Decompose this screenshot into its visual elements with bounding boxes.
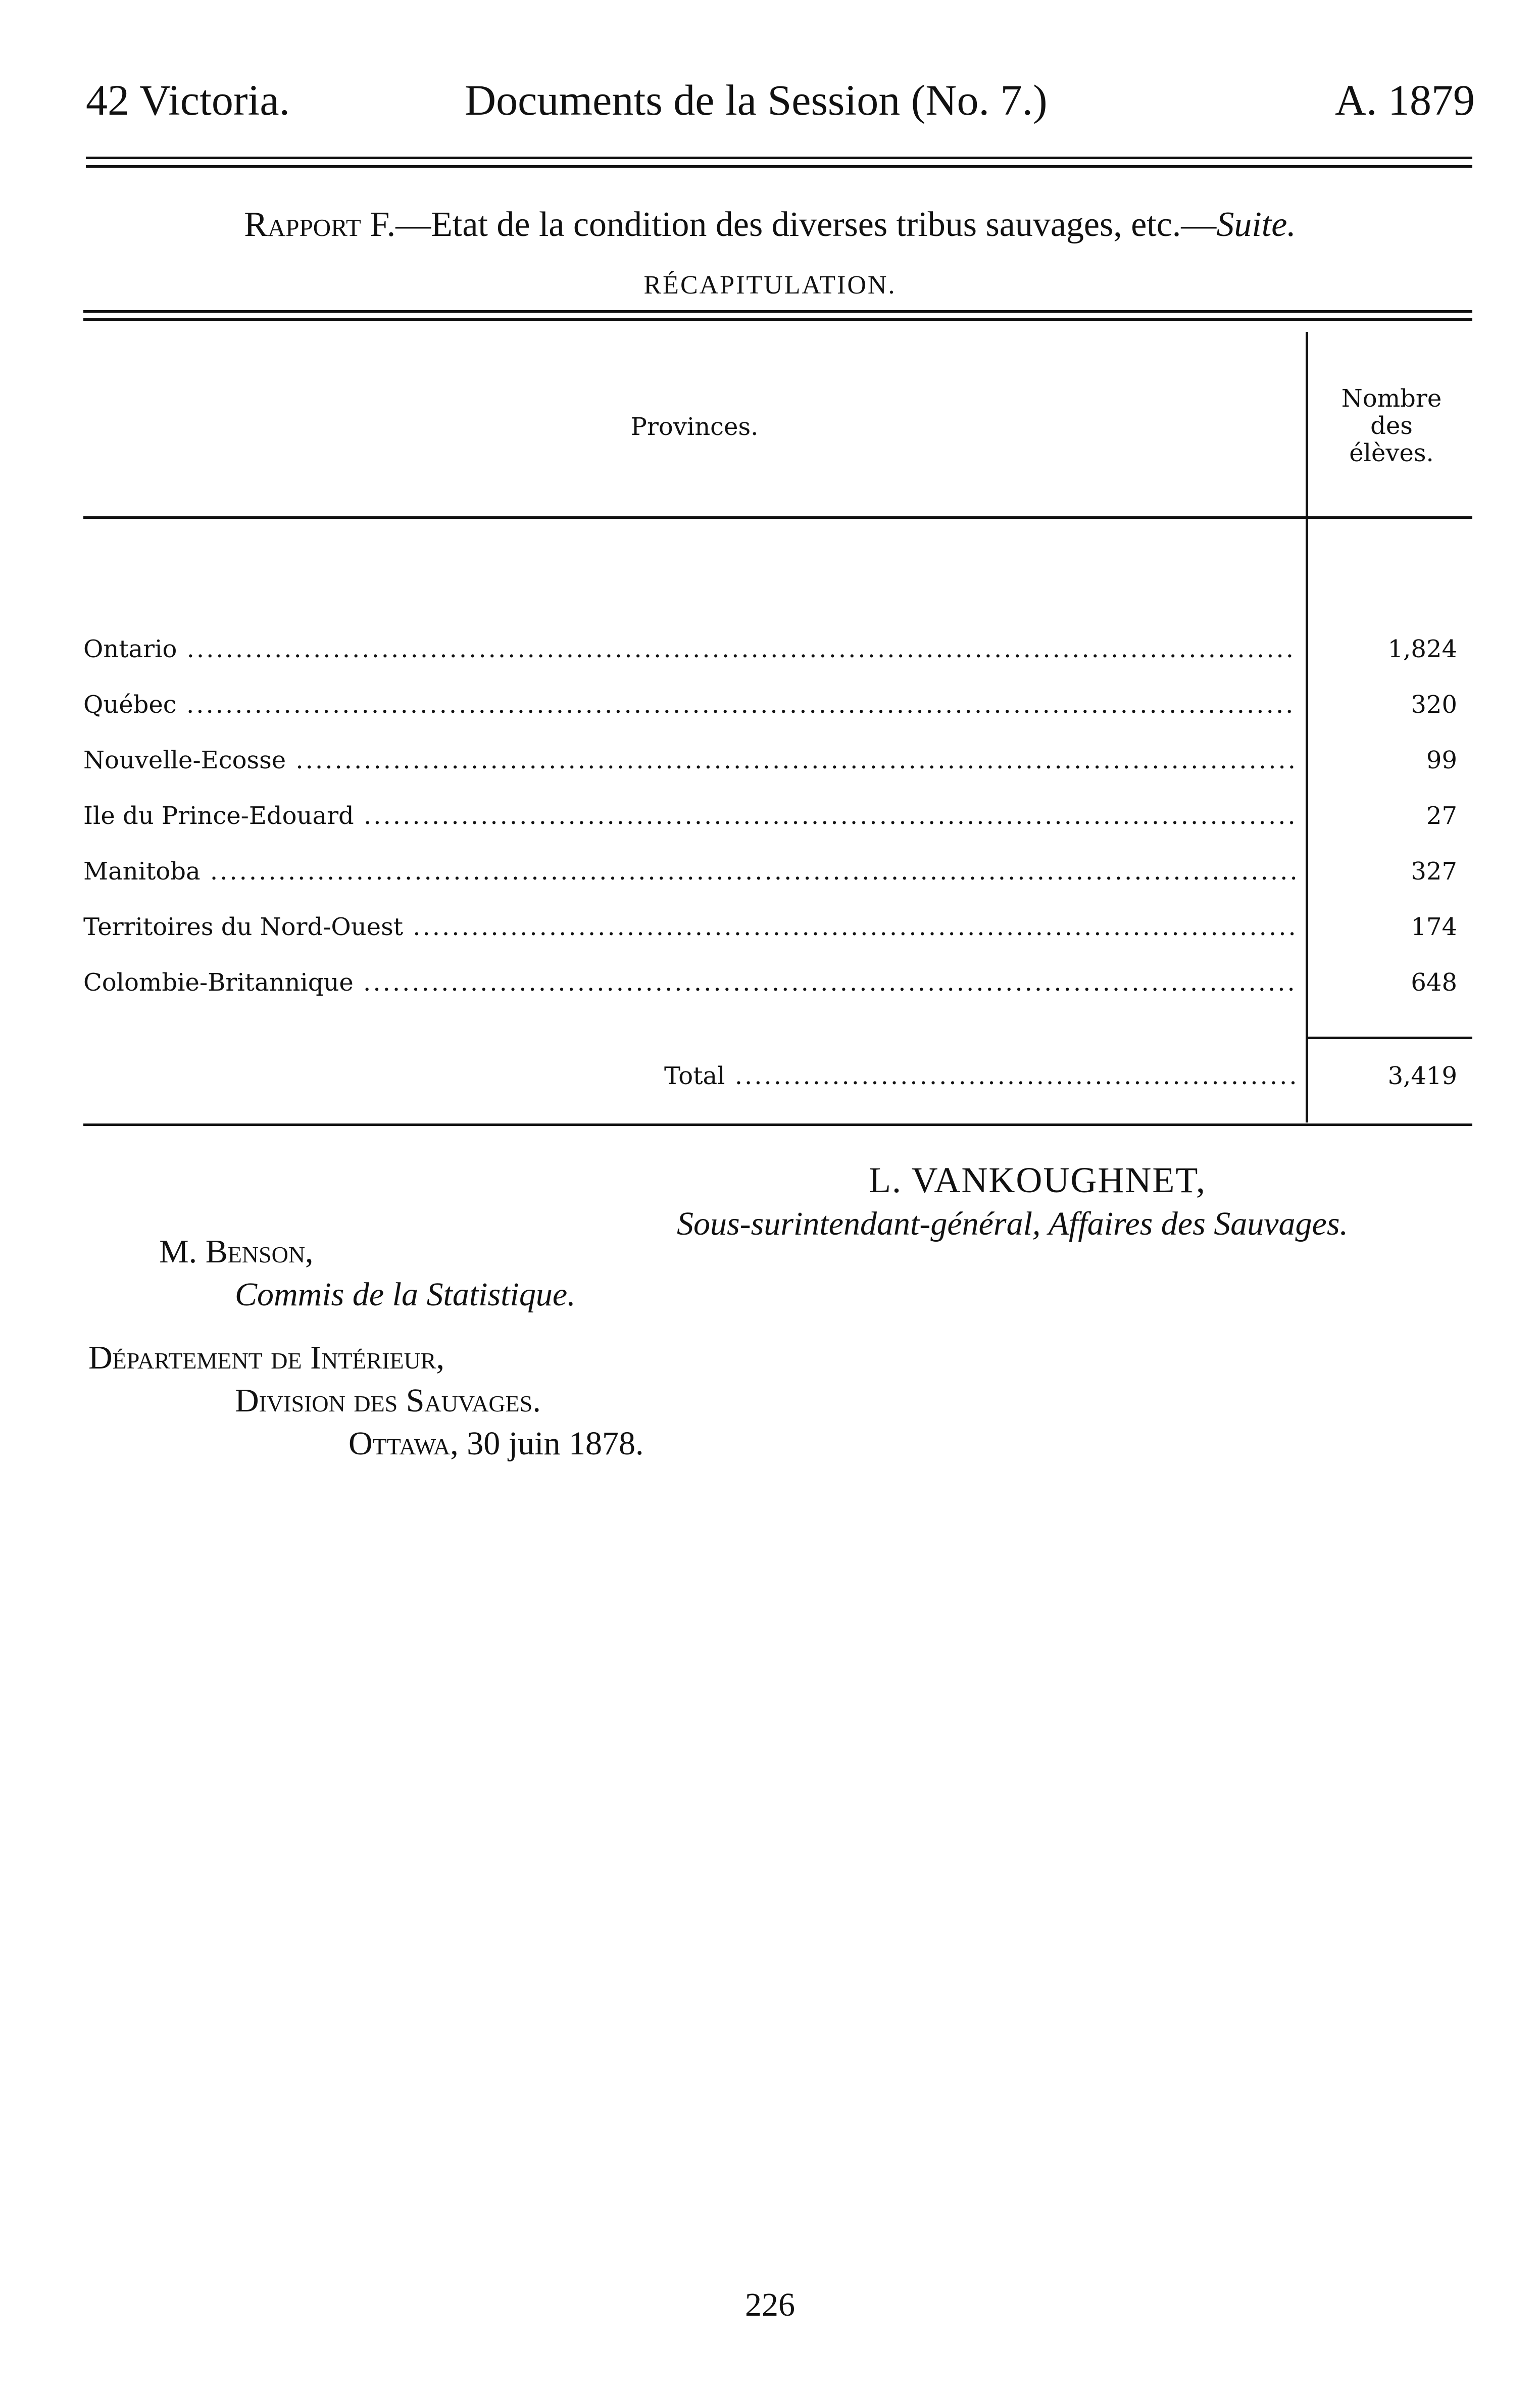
- province-name: Manitoba .....: [83, 857, 1296, 886]
- count-header-line-2: des: [1370, 412, 1413, 440]
- student-count: 174: [1411, 913, 1457, 941]
- signatory-name: L. VANKOUGHNET,: [869, 1160, 1206, 1200]
- province-name: Territoires du Nord-Ouest .....: [83, 913, 1296, 941]
- recap-table: [83, 309, 1472, 1128]
- header-rule-top: [86, 157, 1472, 159]
- student-count: 327: [1411, 857, 1457, 886]
- count-header-line-3: élèves.: [1349, 439, 1434, 467]
- student-count: 1,824: [1387, 635, 1457, 663]
- place: Ottawa,: [349, 1425, 459, 1462]
- province-name: Colombie-Britannique .....: [83, 968, 1296, 997]
- table-top-rule-2: [83, 318, 1472, 321]
- clerk-name: [159, 1233, 314, 1271]
- table-row: [83, 635, 1472, 670]
- department-line: Département de Intérieur,: [88, 1339, 444, 1376]
- year-label: A. 1879: [1334, 76, 1475, 124]
- total-value: 3,419: [1387, 1062, 1457, 1090]
- clerk-surname: Benson,: [205, 1233, 314, 1270]
- clerk-title: Commis de la Statistique.: [235, 1276, 576, 1313]
- count-column-header: [1311, 385, 1472, 467]
- total-rule: [1306, 1037, 1472, 1039]
- total-label: Total .....: [664, 1062, 1296, 1090]
- page-number: 226: [745, 2286, 795, 2323]
- table-row: [83, 968, 1472, 1004]
- table-row: [83, 746, 1472, 781]
- table-top-rule: [83, 310, 1472, 313]
- place-date-line: [349, 1425, 643, 1463]
- province-name: Ile du Prince-Edouard .....: [83, 802, 1296, 830]
- running-head: [71, 75, 1475, 135]
- header-divider-rule: [83, 516, 1472, 519]
- total-row: [83, 1062, 1472, 1097]
- column-divider: [1306, 332, 1308, 1122]
- province-name: Nouvelle-Ecosse .....: [83, 746, 1296, 774]
- report-heading: F.—Etat de la condition des diverses tribus sauvages, etc.—: [361, 205, 1217, 244]
- table-row: [83, 913, 1472, 948]
- student-count: 648: [1411, 968, 1457, 997]
- division-line: Division des Sauvages.: [235, 1382, 541, 1419]
- report-prefix: Rapport: [244, 205, 361, 244]
- count-header-line-1: Nombre: [1341, 384, 1442, 413]
- table-row: [83, 802, 1472, 837]
- report-subtitle: RÉCAPITULATION.: [643, 271, 897, 300]
- clerk-initial: M.: [159, 1233, 206, 1270]
- date: 30 juin 1878.: [458, 1425, 644, 1462]
- provinces-column-header: Provinces.: [630, 413, 759, 441]
- table-row: [83, 691, 1472, 726]
- province-name: Ontario .....: [83, 635, 1296, 663]
- session-volume: 42 Victoria.: [86, 76, 290, 124]
- signatory-title: Sous-surintendant-général, Affaires des Sauvages.: [677, 1205, 1349, 1242]
- header-rule-bottom: [86, 165, 1472, 168]
- student-count: 27: [1426, 802, 1457, 830]
- student-count: 320: [1411, 691, 1457, 719]
- table-bottom-rule: [83, 1123, 1472, 1126]
- report-title: [0, 205, 1540, 245]
- student-count: 99: [1426, 746, 1457, 774]
- document-series: Documents de la Session (No. 7.): [465, 76, 1048, 124]
- report-suite: Suite.: [1216, 205, 1296, 244]
- province-name: Québec .....: [83, 691, 1296, 719]
- table-row: [83, 857, 1472, 893]
